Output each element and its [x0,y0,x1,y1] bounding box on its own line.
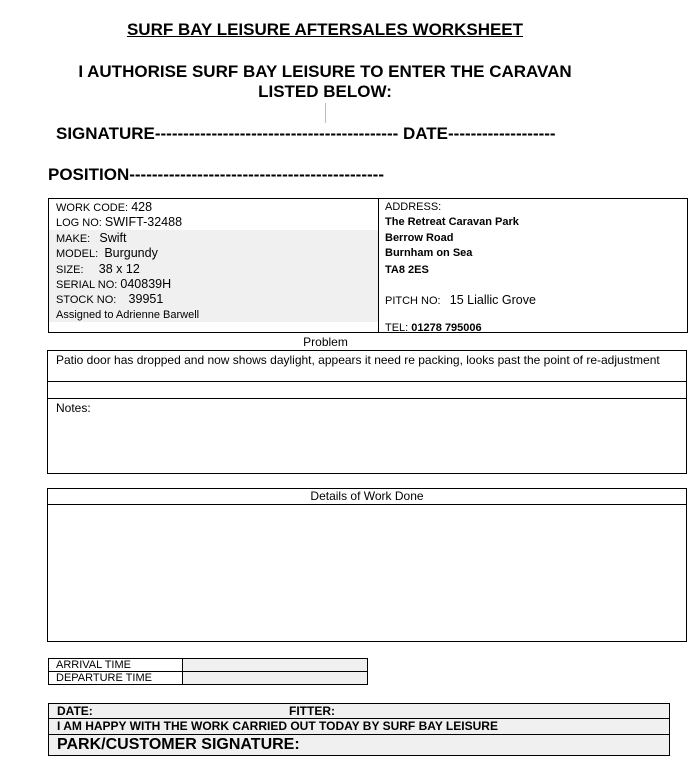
model-row [56,246,158,260]
make-value: Swift [99,231,127,245]
problem-heading: Problem [303,335,348,349]
serial-row [56,277,171,291]
work-code-row [56,200,152,214]
arrival-label: ARRIVAL TIME [49,659,183,672]
satisfaction-statement: I AM HAPPY WITH THE WORK CARRIED OUT TODAY BY SURF BAY LEISURE [57,719,498,733]
work-code-value: 428 [131,200,153,214]
tel-row [385,322,482,334]
fitter-label[interactable]: FITTER: [289,704,335,718]
divider [48,398,686,399]
problem-box [47,350,687,474]
departure-row [49,672,368,685]
work-done-box[interactable] [47,488,687,642]
tel-label: TEL: [385,322,409,334]
departure-time-field[interactable] [183,672,368,685]
work-code-label: WORK CODE: [56,202,129,214]
size-value: 38 x 12 [98,262,140,276]
position-line[interactable]: POSITION--------------------------------------------- [48,165,384,184]
departure-label: DEPARTURE TIME [49,672,183,685]
pitch-label: PITCH NO: [385,295,441,307]
worksheet-title: SURF BAY LEISURE AFTERSALES WORKSHEET [126,20,524,39]
signature-date-line[interactable]: SIGNATURE------------------------------------------- DATE------------------- [56,124,556,143]
pitch-row [385,293,536,307]
authorisation-line-2: LISTED BELOW: [258,82,392,101]
size-row [56,262,140,276]
address-label: ADDRESS: [385,201,442,213]
stock-value: 39951 [128,292,164,306]
authorisation-line-1: I AUTHORISE SURF BAY LEISURE TO ENTER THE CARAVAN [78,62,572,81]
size-label: SIZE: [56,264,84,276]
statement-row [49,719,669,735]
make-label: MAKE: [56,233,91,245]
stock-row [56,292,163,306]
stock-label: STOCK NO: [56,294,117,306]
serial-value: 040839H [120,277,172,291]
log-no-value: SWIFT-32488 [104,215,183,229]
log-no-row [56,215,182,229]
model-label: MODEL: [56,248,99,260]
date-label[interactable]: DATE: [57,704,93,718]
notes-label: Notes: [56,401,91,415]
authorisation-statement [40,62,610,102]
serial-label: SERIAL NO: [56,279,118,291]
problem-description[interactable]: Patio door has dropped and now shows daylight, appears it need re packing, looks past the point of re-adjustment [56,353,660,367]
address-line-3: Burnham on Sea [385,247,473,259]
divider [48,381,686,382]
address-line-1: The Retreat Caravan Park [385,216,519,228]
customer-signature-label[interactable]: PARK/CUSTOMER SIGNATURE: [57,736,300,753]
log-no-label: LOG NO: [56,217,102,229]
time-table [48,658,368,685]
address-postcode: TA8 2ES [385,264,429,276]
model-value: Burgundy [104,246,158,260]
caravan-details [49,199,379,332]
arrival-time-field[interactable] [183,659,368,672]
pitch-value: 15 Liallic Grove [449,293,536,307]
caravan-info-box [48,198,688,333]
tel-value: 01278 795006 [411,322,482,334]
signoff-box [48,703,670,756]
text-cursor [325,103,326,123]
arrival-row [49,659,368,672]
assigned-to: Assigned to Adrienne Barwell [56,309,200,321]
date-fitter-row [49,704,669,719]
make-row [56,231,127,245]
work-done-heading: Details of Work Done [48,489,686,505]
address-line-2: Berrow Road [385,232,454,244]
